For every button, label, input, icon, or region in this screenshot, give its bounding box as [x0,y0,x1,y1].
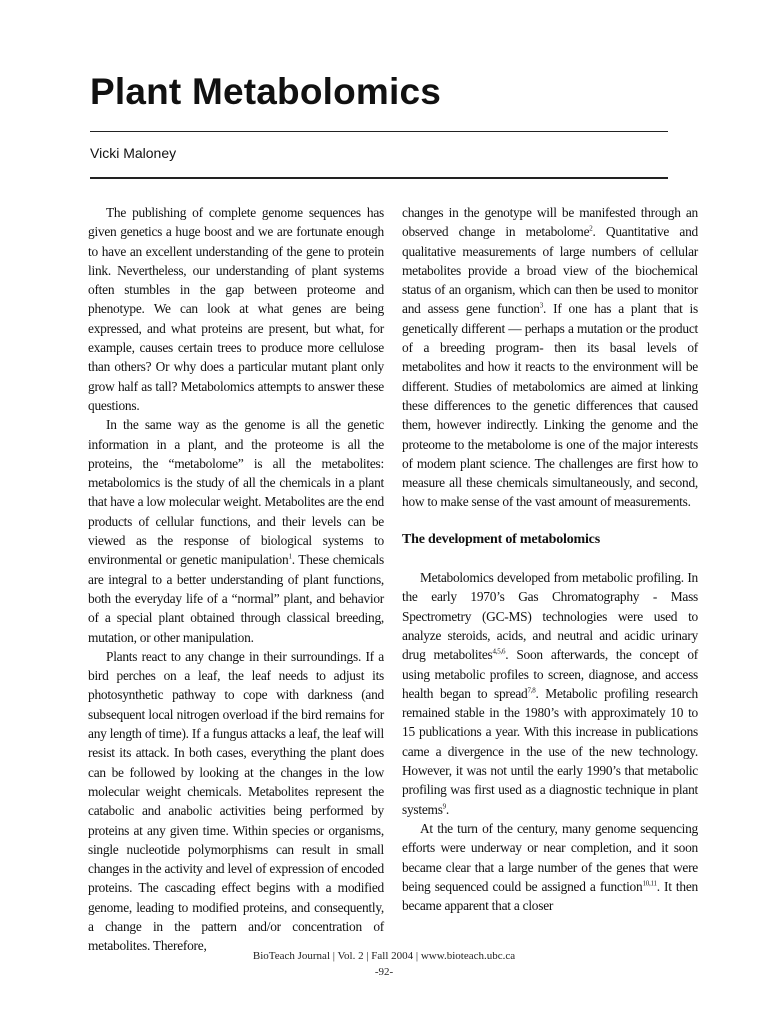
reference-3: 3 [539,302,543,311]
paragraph-metabolome [88,415,384,647]
page-number: -92- [374,966,394,978]
reference-9: 9 [442,802,446,811]
footer-citation: BioTeach Journal | Vol. 2 | Fall 2004 | www.bioteach.ubc.ca [252,950,516,962]
section-heading: The development of metabolomics [402,531,600,547]
paragraph-development-text-d: . [445,801,450,817]
paragraph-intro [88,203,384,415]
paragraph-metabolome-text-a: In the same way as the genome is all the genetic information in a plant, and the proteome is all the proteins, the “metabolome” is all the metabolites: metabolomics is the study of all the chemicals in a plant that have a low molecular weight. Metabolites are the end products of cellular functions, and their levels can be viewed as the response of biological systems to environmental or genetic manipulation [88,417,384,568]
right-column [402,203,698,915]
paragraph-intro-text: The publishing of complete genome sequences has given genetics a huge boost and we are fortunate enough to have an excellent understanding of the gene to protein link. Nevertheless, our understanding of plant systems often stumbles in the gap between proteome and phenotype. We can look at what genes are being expressed, and what proteins are present, but what, for example, causes certain trees to produce more cellulose than others? Or why does a particular mutant plant only grow half as tall? Metabolomics attempts to answer these questions. [88,205,384,413]
reference-2: 2 [589,224,593,233]
paragraph-plants-react-text: Plants react to any change in their surroundings. If a bird perches on a leaf, the leaf needs to adjust its photosynthetic pathway to cope with darkness (and subsequent local nitrogen overload if the bird remains for any length of time). If a fungus attacks a leaf, the leaf will resist its attack. In both cases, everything the plant does can be followed by looking at the changes in the low molecular weight chemicals. Metabolites represent the catabolic and anabolic activities being performed by proteins at any given time. Within species or organisms, single nucleotide polymorphisms can result in small changes in the activity and level of expression of encoded proteins. The cascading effect begins with a modified genome, leading to modified proteins, and consequently, a change in the pattern and/or concentration of metabolites. Therefore, [88,648,384,954]
title-divider [90,131,668,132]
reference-10-11: 10,11 [642,879,657,888]
paragraph-metabolome-text-b: . These chemicals are integral to a better understanding of plant functions, both the everyday life of a “normal” plant, and behavior of a special plant obtained through classical breeding, mutation, or other manipulation. [88,552,384,645]
reference-7-8: 7,8 [527,686,536,695]
paragraph-genotype-text-c: . If one has a plant that is genetically different — perhaps a mutation or the product of a breeding program- then its basal levels of metabolites and how it reacts to the environment will be different. Studies of metabolomics are aimed at linking these differences to the genetic differences that caused them, however indirectly. Linking the genome and the proteome to the metabolome is one of the major interests of modem plant science. The challenges are first how to measure all these chemicals simultaneously, and second, how to make sense of the vast amount of measurements. [402,301,698,510]
paragraph-turn-of-century-text-b: . It then became apparent that a closer [402,878,698,914]
paragraph-genotype-text-b: . Quantitative and qualitative measurements of large numbers of cellular metabolites provide a broad view of the biochemical status of an organism, which can then be used to monitor and assess gene function [402,224,698,317]
paragraph-turn-of-century [402,819,698,915]
left-column [88,203,384,956]
paragraph-development-text-a: Metabolomics developed from metabolic profiling. In the early 1970’s Gas Chromatography - Mass Spectrometry (GC-MS) technologies were used to analyze steroids, acids, and neutral and acidic urinary drug metabolites [402,570,698,663]
paragraph-genotype [402,203,698,512]
reference-4-5-6: 4,5,6 [492,647,506,656]
paragraph-development-text-c: . Metabolic profiling research remained stable in the 1980’s with approximately 10 to 15 publications a year. With this increase in publications came a divergence in the use of the new technology. However, it was not until the early 1990’s that metabolic profiling was first used as a diagnostic technique in plant systems [402,685,698,817]
author-name: Vicki Maloney [90,145,177,161]
paragraph-development-text-b: . Soon afterwards, the concept of using metabolic profiles to screen, diagnose, and access health began to spread [402,647,698,701]
reference-1: 1 [288,552,292,561]
paragraph-genotype-text-a: changes in the genotype will be manifested through an observed change in metabolome [402,205,698,240]
article-title: Plant Metabolomics [90,71,442,112]
author-divider [90,177,668,179]
paragraph-plants-react [88,647,384,956]
paragraph-turn-of-century-text-a: At the turn of the century, many genome sequencing efforts were underway or near completion, and it soon became clear that a large number of the genes that were being sequenced could be assigned a function [402,820,698,894]
paragraph-development [402,568,698,819]
